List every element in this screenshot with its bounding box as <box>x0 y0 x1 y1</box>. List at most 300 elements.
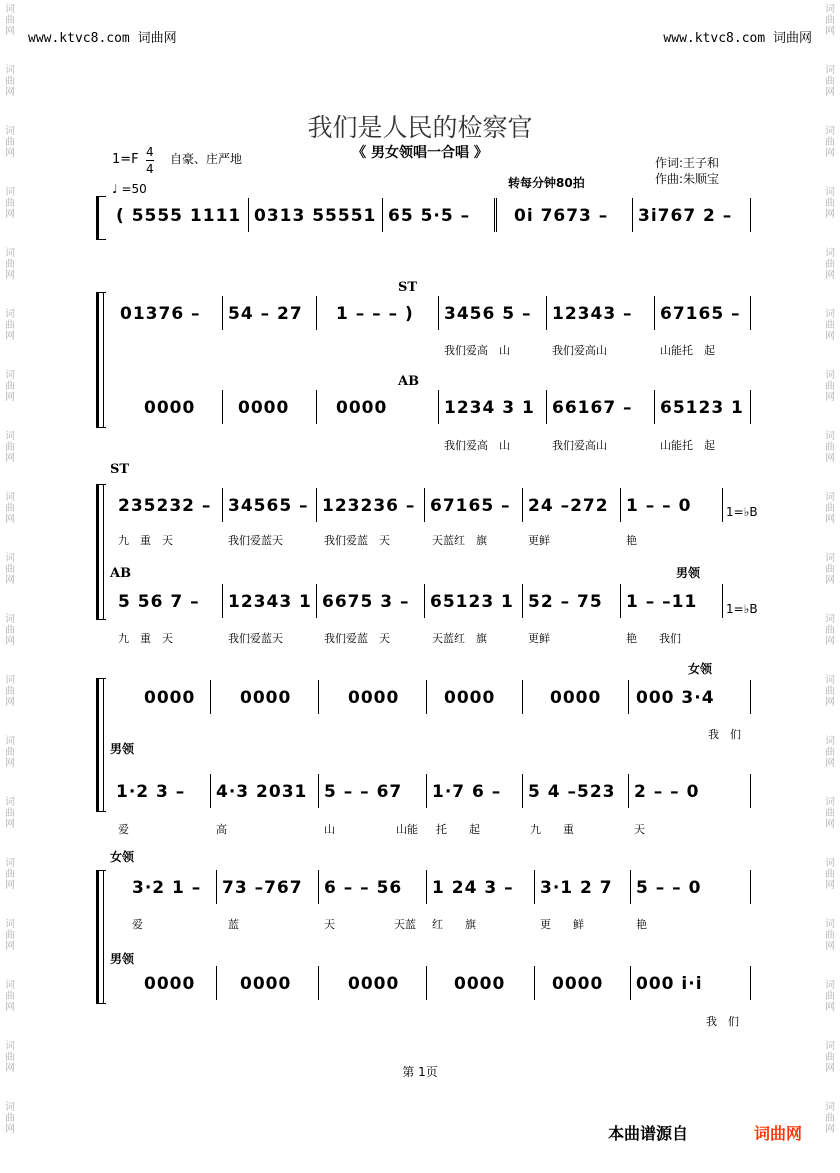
measure: 0000 <box>444 688 496 708</box>
watermark-char: 网 <box>5 1002 15 1013</box>
barline <box>426 774 427 808</box>
measure: 52 – 75 <box>528 592 603 612</box>
watermark-char: 曲 <box>825 15 835 26</box>
lyric: 天蓝 <box>394 918 416 931</box>
watermark-char: 曲 <box>5 747 15 758</box>
watermark-char: 曲 <box>825 991 835 1002</box>
measure: 5 – – 0 <box>636 878 702 898</box>
barline <box>424 584 425 618</box>
system-brace-inner <box>103 484 104 620</box>
watermark-char: 词 <box>825 858 835 869</box>
watermark-char: 网 <box>825 514 835 525</box>
barline <box>628 680 629 714</box>
watermark-char: 曲 <box>825 747 835 758</box>
watermark-char: 网 <box>5 575 15 586</box>
barline <box>534 966 535 1000</box>
measure: 24 –272 <box>528 496 609 516</box>
watermark-char: 网 <box>5 1063 15 1074</box>
watermark-char: 词 <box>825 4 835 15</box>
lyric: 我们爱蓝天 <box>228 632 283 645</box>
watermark-group <box>5 614 15 647</box>
measure: ( 5555 1111 <box>116 206 242 226</box>
watermark-char: 曲 <box>825 259 835 270</box>
system-4 <box>96 678 752 812</box>
watermark-char: 曲 <box>5 381 15 392</box>
staff-ab <box>110 398 752 422</box>
watermark-char: 词 <box>5 919 15 930</box>
barline <box>318 774 319 808</box>
lyric: 爱 <box>118 823 129 836</box>
watermark-char: 词 <box>825 553 835 564</box>
staff-intro <box>110 206 752 230</box>
part-label-st: ST <box>398 280 418 295</box>
lyric: 山 <box>324 823 335 836</box>
time-signature <box>146 144 154 177</box>
key-change-label: 1=♭B <box>726 602 758 616</box>
measure: 000 3·4 <box>636 688 715 708</box>
measure: 0000 <box>144 688 196 708</box>
staff-bottom <box>110 782 752 806</box>
barline <box>750 198 751 232</box>
time-top: 4 <box>146 145 154 159</box>
barline <box>316 296 317 330</box>
watermark-char: 曲 <box>5 808 15 819</box>
lyric: 红 旗 <box>432 918 476 931</box>
lyric: 托 起 <box>436 823 480 836</box>
system-brace <box>96 678 106 812</box>
measure: 2 – – 0 <box>634 782 700 802</box>
watermark-char: 词 <box>5 675 15 686</box>
watermark-char: 网 <box>5 148 15 159</box>
lyric: 更鲜 <box>528 534 550 547</box>
watermark-char: 曲 <box>5 76 15 87</box>
barline <box>426 870 427 904</box>
barline <box>750 966 751 1000</box>
barline <box>722 488 723 522</box>
measure: 0000 <box>240 688 292 708</box>
watermark-char: 曲 <box>825 320 835 331</box>
measure: 235232 – <box>118 496 212 516</box>
watermark-char: 曲 <box>825 198 835 209</box>
watermark-char: 词 <box>5 553 15 564</box>
measure: 0000 <box>552 974 604 994</box>
watermark-char: 词 <box>5 1102 15 1113</box>
measure: 0000 <box>348 974 400 994</box>
watermark-char: 网 <box>825 819 835 830</box>
watermark-group <box>5 736 15 769</box>
watermark-char: 网 <box>825 880 835 891</box>
measure: 12343 1 <box>228 592 312 612</box>
lyric: 九 重 天 <box>118 632 173 645</box>
barline <box>546 390 547 424</box>
footer-brand-link[interactable]: 词曲网 <box>754 1124 803 1143</box>
staff-st <box>110 304 752 328</box>
watermark-group <box>5 309 15 342</box>
watermark-char: 曲 <box>5 320 15 331</box>
watermark-char: 词 <box>5 126 15 137</box>
barline <box>750 774 751 808</box>
watermark-char: 曲 <box>5 198 15 209</box>
watermark-group <box>825 187 835 220</box>
watermark-char: 网 <box>5 697 15 708</box>
watermark-char: 曲 <box>5 930 15 941</box>
lyric: 我们爱高 山 <box>444 439 510 452</box>
watermark-char: 网 <box>825 26 835 37</box>
measure: 0000 <box>144 974 196 994</box>
barline <box>620 584 621 618</box>
watermark-group <box>825 553 835 586</box>
watermark-group <box>5 797 15 830</box>
lyric: 天 <box>324 918 335 931</box>
lyric: 山能托 起 <box>660 344 715 357</box>
watermark-char: 网 <box>5 87 15 98</box>
watermark-char: 曲 <box>5 15 15 26</box>
staff-bottom <box>110 974 752 998</box>
watermark-group <box>825 248 835 281</box>
barline <box>438 296 439 330</box>
watermark-char: 网 <box>5 941 15 952</box>
watermark-group <box>5 370 15 403</box>
part-label-male-lead: 男领 <box>110 742 135 756</box>
system-brace <box>96 484 106 620</box>
barline <box>522 488 523 522</box>
system-brace-inner <box>103 678 104 812</box>
watermark-char: 网 <box>825 1124 835 1135</box>
watermark-char: 曲 <box>825 625 835 636</box>
barline <box>546 296 547 330</box>
lyric: 我们爱蓝 天 <box>324 534 390 547</box>
part-label-male-lead: 男领 <box>676 566 701 580</box>
watermark-char: 曲 <box>5 1113 15 1124</box>
measure: 6675 3 – <box>322 592 410 612</box>
watermark-char: 网 <box>825 331 835 342</box>
measure: 5 56 7 – <box>118 592 200 612</box>
system-2 <box>96 280 752 428</box>
barline <box>630 870 631 904</box>
barline <box>210 774 211 808</box>
watermark-char: 曲 <box>825 137 835 148</box>
site-url-left[interactable]: www.ktvc8.com 词曲网 <box>28 31 177 46</box>
barline <box>222 390 223 424</box>
measure: 0000 <box>336 398 388 418</box>
barline <box>318 680 319 714</box>
measure: 12343 – <box>552 304 633 324</box>
watermark-group <box>5 553 15 586</box>
barline <box>222 296 223 330</box>
barline <box>382 198 383 232</box>
watermark-char: 词 <box>825 675 835 686</box>
watermark-group <box>825 919 835 952</box>
watermark-group <box>825 736 835 769</box>
watermark-char: 词 <box>5 980 15 991</box>
footer-source: 本曲谱源自 <box>608 1124 689 1143</box>
system-brace-inner <box>103 292 104 428</box>
watermark-char: 词 <box>5 370 15 381</box>
staff-top <box>110 688 752 712</box>
measure: 1 – – 0 <box>626 496 692 516</box>
watermark-char: 网 <box>825 941 835 952</box>
lyric: 天蓝红 旗 <box>432 534 487 547</box>
watermark-char: 词 <box>5 431 15 442</box>
watermark-char: 曲 <box>825 503 835 514</box>
measure: 4·3 2031 <box>216 782 308 802</box>
composer: 作曲:朱顺宝 <box>655 172 720 186</box>
watermark-char: 词 <box>825 1102 835 1113</box>
lyric: 艳 <box>636 918 647 931</box>
measure: 000 i·i <box>636 974 703 994</box>
staff-ab <box>110 592 752 616</box>
lyric: 山能 <box>396 823 418 836</box>
barline <box>426 966 427 1000</box>
barline <box>316 584 317 618</box>
watermark-char: 词 <box>5 797 15 808</box>
watermark-char: 曲 <box>825 930 835 941</box>
lyric: 天蓝红 旗 <box>432 632 487 645</box>
system-brace-inner <box>103 870 104 1004</box>
tempo-change: 转每分钟80拍 <box>508 176 585 190</box>
watermark-char: 曲 <box>825 442 835 453</box>
measure: 0000 <box>238 398 290 418</box>
watermark-char: 词 <box>5 492 15 503</box>
watermark-char: 曲 <box>825 1052 835 1063</box>
barline <box>632 198 633 232</box>
system-brace <box>96 196 106 240</box>
watermark-char: 网 <box>825 575 835 586</box>
watermark-char: 网 <box>825 392 835 403</box>
watermark-char: 网 <box>825 148 835 159</box>
watermark-char: 词 <box>825 431 835 442</box>
watermark-group <box>825 492 835 525</box>
part-label-st: ST <box>110 462 130 477</box>
barline <box>630 966 631 1000</box>
watermark-char: 曲 <box>5 625 15 636</box>
measure: 0000 <box>240 974 292 994</box>
measure: 1·2 3 – <box>116 782 186 802</box>
measure: 5 – – 67 <box>324 782 403 802</box>
lyric: 我 们 <box>706 1015 739 1028</box>
watermark-char: 曲 <box>5 1052 15 1063</box>
watermark-char: 网 <box>5 514 15 525</box>
watermark-char: 网 <box>825 1002 835 1013</box>
barline <box>534 870 535 904</box>
barline <box>318 966 319 1000</box>
watermark-char: 曲 <box>825 381 835 392</box>
barline <box>654 296 655 330</box>
measure: 66167 – <box>552 398 633 418</box>
system-brace <box>96 292 106 428</box>
watermark-char: 曲 <box>5 564 15 575</box>
song-subtitle: 《 男女领唱一合唱 》 <box>352 145 488 161</box>
lyric: 天 <box>634 823 645 836</box>
watermark-group <box>825 431 835 464</box>
watermark-group <box>5 858 15 891</box>
watermark-group <box>825 675 835 708</box>
watermark-char: 词 <box>825 1041 835 1052</box>
measure: 1 24 3 – <box>432 878 514 898</box>
staff-st <box>110 496 752 520</box>
barline <box>438 390 439 424</box>
barline <box>522 774 523 808</box>
lyric: 更鲜 <box>528 632 550 645</box>
barline <box>522 584 523 618</box>
watermark-char: 网 <box>825 1063 835 1074</box>
lyric: 我们爱蓝 天 <box>324 632 390 645</box>
lyric: 爱 <box>132 918 143 931</box>
watermark-char: 网 <box>5 453 15 464</box>
watermark-char: 网 <box>5 636 15 647</box>
barline <box>318 870 319 904</box>
watermark-char: 网 <box>5 758 15 769</box>
watermark-char: 词 <box>825 614 835 625</box>
watermark-char: 曲 <box>5 991 15 1002</box>
barline <box>248 198 249 232</box>
measure: 6 – – 56 <box>324 878 403 898</box>
song-title: 我们是人民的检察官 <box>307 113 533 142</box>
measure: 5 4 –523 <box>528 782 616 802</box>
watermark-group <box>5 187 15 220</box>
watermark-group <box>5 675 15 708</box>
lyric: 高 <box>216 823 227 836</box>
staff-top <box>110 878 752 902</box>
barline <box>722 584 723 618</box>
lyric: 山能托 起 <box>660 439 715 452</box>
measure: 34565 – <box>228 496 309 516</box>
part-label-male-lead: 男领 <box>110 952 135 966</box>
system-3 <box>96 484 752 620</box>
watermark-char: 网 <box>825 636 835 647</box>
watermark-char: 词 <box>825 126 835 137</box>
time-bottom: 4 <box>146 162 154 176</box>
system-brace <box>96 870 106 1004</box>
watermark-group <box>825 4 835 37</box>
watermark-char: 词 <box>5 65 15 76</box>
watermark-char: 词 <box>5 736 15 747</box>
measure: 0000 <box>454 974 506 994</box>
watermark-char: 网 <box>5 209 15 220</box>
measure: 0000 <box>348 688 400 708</box>
watermark-char: 词 <box>5 187 15 198</box>
lyric: 我们爱高 山 <box>444 344 510 357</box>
site-url-right[interactable]: www.ktvc8.com 词曲网 <box>663 31 812 46</box>
measure: 123236 – <box>322 496 416 516</box>
watermark-char: 网 <box>5 392 15 403</box>
watermark-char: 词 <box>825 736 835 747</box>
barline <box>222 488 223 522</box>
measure: 65123 1 <box>660 398 744 418</box>
watermark-char: 曲 <box>5 686 15 697</box>
expression-mark: 自豪、庄严地 <box>170 152 243 166</box>
watermark-char: 词 <box>825 370 835 381</box>
watermark-char: 网 <box>825 758 835 769</box>
watermark-char: 曲 <box>5 137 15 148</box>
watermark-char: 曲 <box>5 442 15 453</box>
watermark-group <box>5 492 15 525</box>
barline <box>216 870 217 904</box>
watermark-char: 曲 <box>825 869 835 880</box>
repeat-barline <box>494 198 499 232</box>
part-label-ab: AB <box>398 374 420 389</box>
lyric: 蓝 <box>228 918 239 931</box>
measure: 3·1 2 7 <box>540 878 613 898</box>
lyric: 艳 <box>626 534 637 547</box>
watermark-char: 网 <box>5 331 15 342</box>
barline <box>216 966 217 1000</box>
watermark-char: 词 <box>825 919 835 930</box>
watermark-char: 词 <box>5 858 15 869</box>
lyric: 九 重 天 <box>118 534 173 547</box>
watermark-char: 曲 <box>5 869 15 880</box>
watermark-group <box>5 919 15 952</box>
watermark-group <box>825 65 835 98</box>
watermark-group <box>825 858 835 891</box>
measure: 65 5·5 – <box>388 206 471 226</box>
measure: 3456 5 – <box>444 304 532 324</box>
measure: 1 – – – ) <box>336 304 414 324</box>
watermark-char: 词 <box>5 248 15 259</box>
watermark-group <box>5 248 15 281</box>
barline <box>750 870 751 904</box>
measure: 1 – –11 <box>626 592 698 612</box>
measure: 1·7 6 – <box>432 782 502 802</box>
system-1 <box>96 196 752 240</box>
watermark-char: 网 <box>825 87 835 98</box>
watermark-group <box>5 980 15 1013</box>
watermark-char: 曲 <box>825 686 835 697</box>
lyric: 我们爱高山 <box>552 344 607 357</box>
measure: 1234 3 1 <box>444 398 535 418</box>
measure: 67165 – <box>430 496 511 516</box>
watermark-group <box>825 980 835 1013</box>
barline <box>316 488 317 522</box>
measure: 67165 – <box>660 304 741 324</box>
watermark-group <box>825 370 835 403</box>
watermark-char: 曲 <box>825 76 835 87</box>
key-signature: 1=F <box>112 152 139 167</box>
watermark-group <box>825 1102 835 1135</box>
barline <box>654 390 655 424</box>
watermark-char: 网 <box>5 26 15 37</box>
watermark-char: 词 <box>5 4 15 15</box>
watermark-char: 网 <box>825 209 835 220</box>
measure: 0000 <box>144 398 196 418</box>
watermark-group <box>5 1102 15 1135</box>
watermark-char: 词 <box>825 309 835 320</box>
measure: 3i767 2 – <box>638 206 733 226</box>
watermark-char: 曲 <box>825 564 835 575</box>
watermark-char: 曲 <box>5 503 15 514</box>
watermark-char: 网 <box>5 880 15 891</box>
watermark-char: 曲 <box>5 259 15 270</box>
system-5 <box>96 870 752 1004</box>
barline <box>316 390 317 424</box>
watermark-char: 词 <box>5 614 15 625</box>
lyric: 艳 我们 <box>626 632 681 645</box>
watermark-char: 词 <box>5 1041 15 1052</box>
watermark-char: 词 <box>825 492 835 503</box>
part-label-female-lead: 女领 <box>688 662 713 676</box>
measure: 73 –767 <box>222 878 303 898</box>
barline <box>750 296 751 330</box>
watermark-char: 网 <box>5 1124 15 1135</box>
measure: 01376 – <box>120 304 201 324</box>
key-change-label: 1=♭B <box>726 505 758 519</box>
watermark-char: 网 <box>5 270 15 281</box>
barline <box>522 680 523 714</box>
lyricist: 作词:王子和 <box>655 156 720 170</box>
watermark-char: 词 <box>5 309 15 320</box>
measure: 54 – 27 <box>228 304 303 324</box>
watermark-right <box>822 0 838 1173</box>
